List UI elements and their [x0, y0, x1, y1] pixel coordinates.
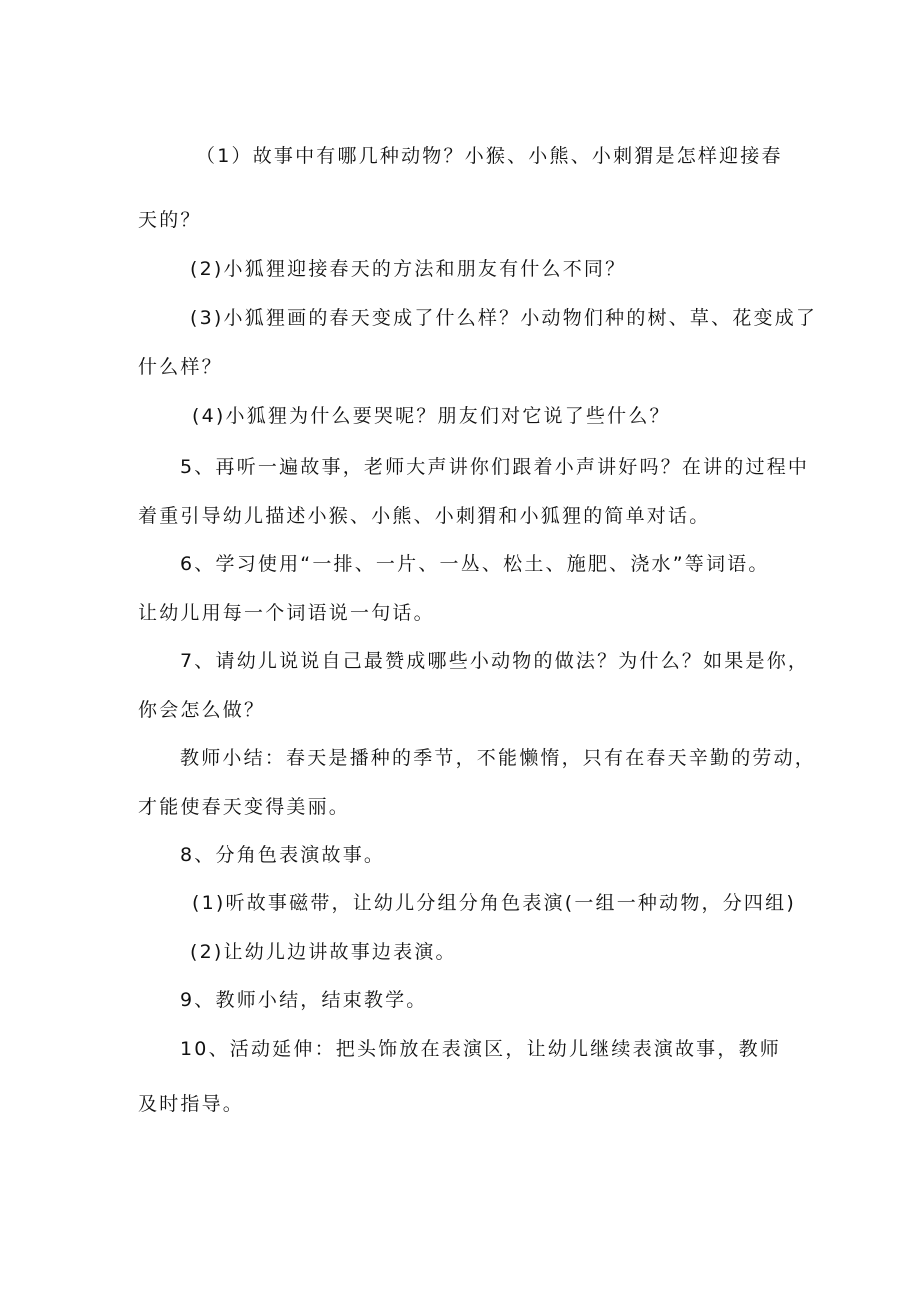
- question-2: (2)小狐狸迎接春天的方法和朋友有什么不同？: [190, 258, 627, 280]
- step-10-line-2: 及时指导。: [138, 1093, 245, 1115]
- step-8-sub-2: (2)让幼儿边讲故事边表演。: [190, 941, 457, 963]
- question-4: (4)小狐狸为什么要哭呢？朋友们对它说了些什么？: [192, 405, 671, 427]
- step-5-line-1: 5、再听一遍故事，老师大声讲你们跟着小声讲好吗？在讲的过程中: [180, 456, 810, 478]
- step-10-line-1: 10、活动延伸：把头饰放在表演区，让幼儿继续表演故事，教师: [180, 1038, 781, 1060]
- question-1-line-2: 天的？: [138, 209, 202, 231]
- step-8: 8、分角色表演故事。: [180, 844, 386, 866]
- step-7-line-2: 你会怎么做？: [138, 699, 266, 721]
- step-7-line-1: 7、请幼儿说说自己最赞成哪些小动物的做法？为什么？如果是你，: [180, 650, 810, 672]
- step-6-line-2: 让幼儿用每一个词语说一句话。: [138, 602, 435, 624]
- question-3-line-1: (3)小狐狸画的春天变成了什么样？小动物们种的树、草、花变成了: [190, 307, 818, 329]
- teacher-summary-line-1: 教师小结：春天是播种的季节，不能懒惰，只有在春天辛勤的劳动，: [180, 747, 817, 769]
- step-6-line-1: 6、学习使用“一排、一片、一丛、松土、施肥、浇水”等词语。: [180, 553, 770, 575]
- step-9: 9、教师小结，结束教学。: [180, 989, 428, 1011]
- question-1-line-1: （1）故事中有哪几种动物？小猴、小熊、小刺猬是怎样迎接春: [196, 145, 783, 167]
- teacher-summary-line-2: 才能使春天变得美丽。: [138, 796, 351, 818]
- step-5-line-2: 着重引导幼儿描述小猴、小熊、小刺猬和小狐狸的简单对话。: [138, 505, 711, 527]
- question-3-line-2: 什么样？: [138, 356, 223, 378]
- step-8-sub-1: (1)听故事磁带，让幼儿分组分角色表演(一组一种动物，分四组): [192, 892, 796, 914]
